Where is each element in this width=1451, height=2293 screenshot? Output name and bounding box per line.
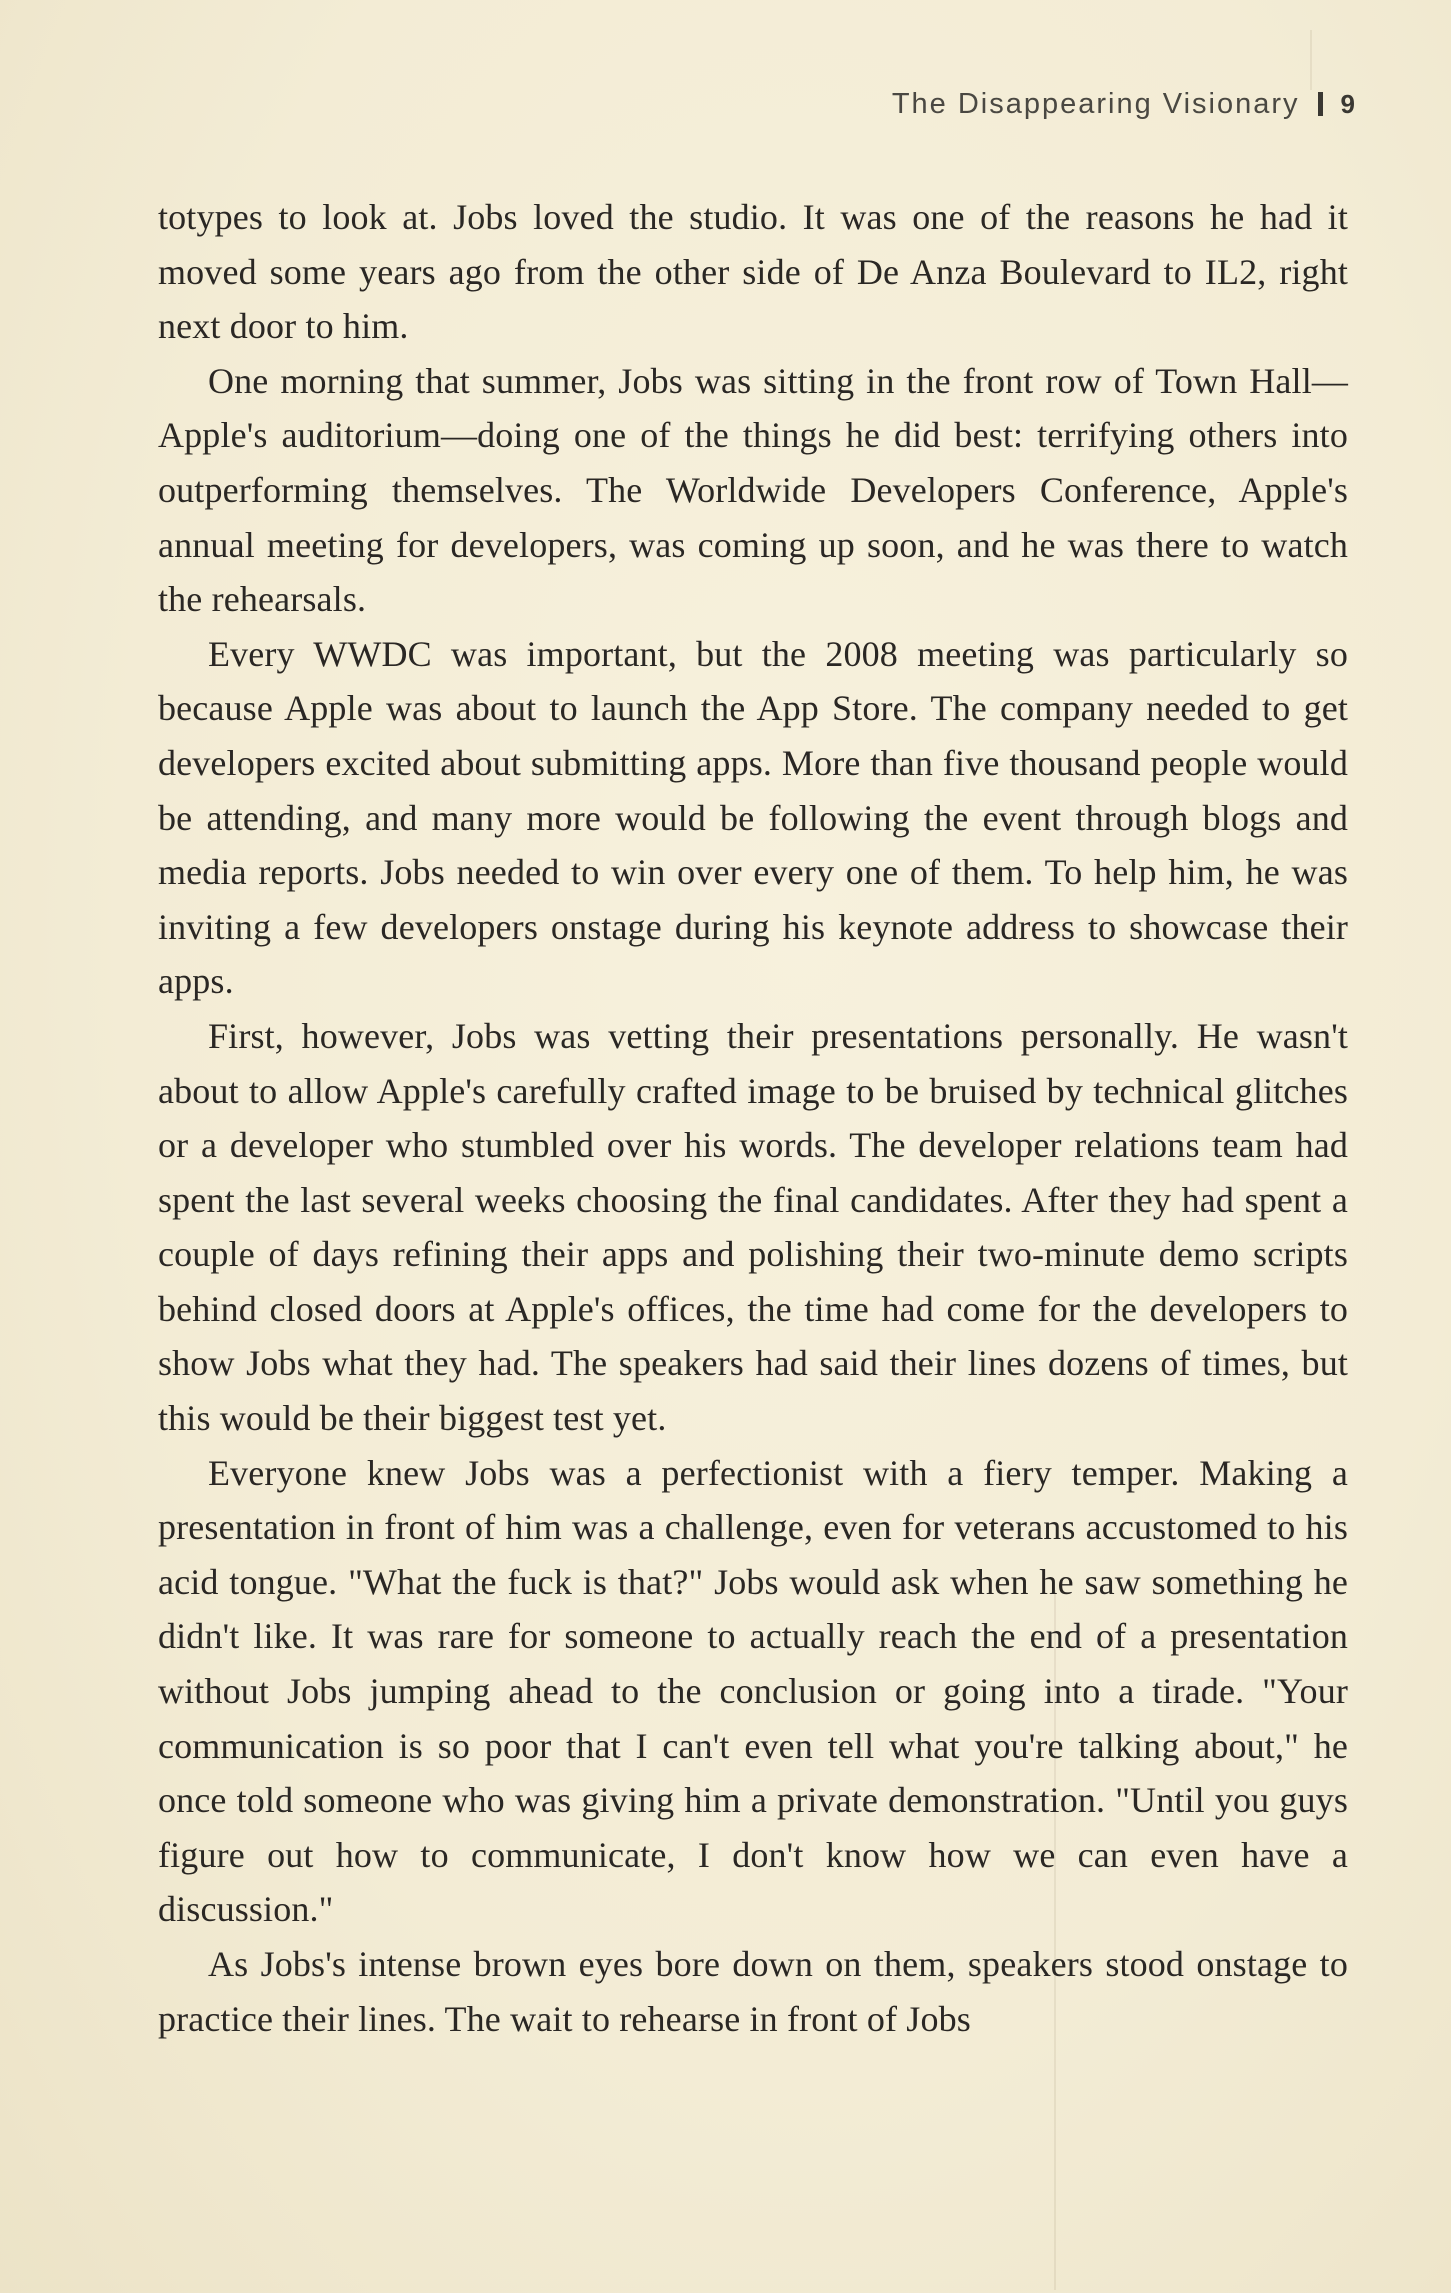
paragraph: As Jobs's intense brown eyes bore down on them, speakers stood onstage to practice their lines. The wait to rehearse in front of Jobs [158,1944,1348,2039]
paragraph: First, however, Jobs was vetting their presentations personally. He wasn't about to allow Apple's carefully crafted image to be bruised by technical glitches or a developer who stumbled over his words. The developer relations team had spent the last several weeks choosing the final candidates. After they had spent a couple of days refining their apps and polishing their two-minute demo scripts behind closed doors at Apple's offices, the time had come for the developers to show Jobs what they had. The speakers had said their lines dozens of times, but this would be their biggest test yet. [158,1015,1348,1439]
running-title: The Disappearing Visionary [891,87,1300,120]
paragraph: One morning that summer, Jobs was sitting in the front row of Town Hall—Apple's auditorium—doing one of the things he did best: terrifying others into outperforming themselves. The Worldwide Developers Conference, Apple's annual meeting for developers, was coming up soon, and he was there to watch the rehearsals. [158,360,1348,620]
paragraph: totypes to look at. Jobs loved the studio. It was one of the reasons he had it moved some years ago from the other side of De Anza Boulevard to IL2, right next door to him. [158,197,1348,347]
paragraph: Every WWDC was important, but the 2008 meeting was particularly so because Apple was about to launch the App Store. The company needed to get developers excited about submitting apps. More than five thousand people would be attending, and many more would be following the event through blogs and media reports. Jobs needed to win over every one of them. To help him, he was inviting a few developers onstage during his keynote address to showcase their apps. [158,633,1348,1002]
header-separator [1318,92,1323,116]
body-text [158,190,1348,2046]
scan-artifact-line [1310,30,1312,90]
page-number: 9 [1340,88,1355,119]
running-header [892,84,1355,124]
paragraph: Everyone knew Jobs was a perfectionist with a fiery temper. Making a presentation in front of him was a challenge, even for veterans accustomed to his acid tongue. "What the fuck is that?" Jobs would ask when he saw something he didn't like. It was rare for someone to actually reach the end of a presentation without Jobs jumping ahead to the conclusion or going into a tirade. "Your communication is so poor that I can't even tell what you're talking about," he once told someone who was giving him a private demonstration. "Until you guys figure out how to communicate, I don't know how we can even have a discussion." [158,1452,1348,1930]
